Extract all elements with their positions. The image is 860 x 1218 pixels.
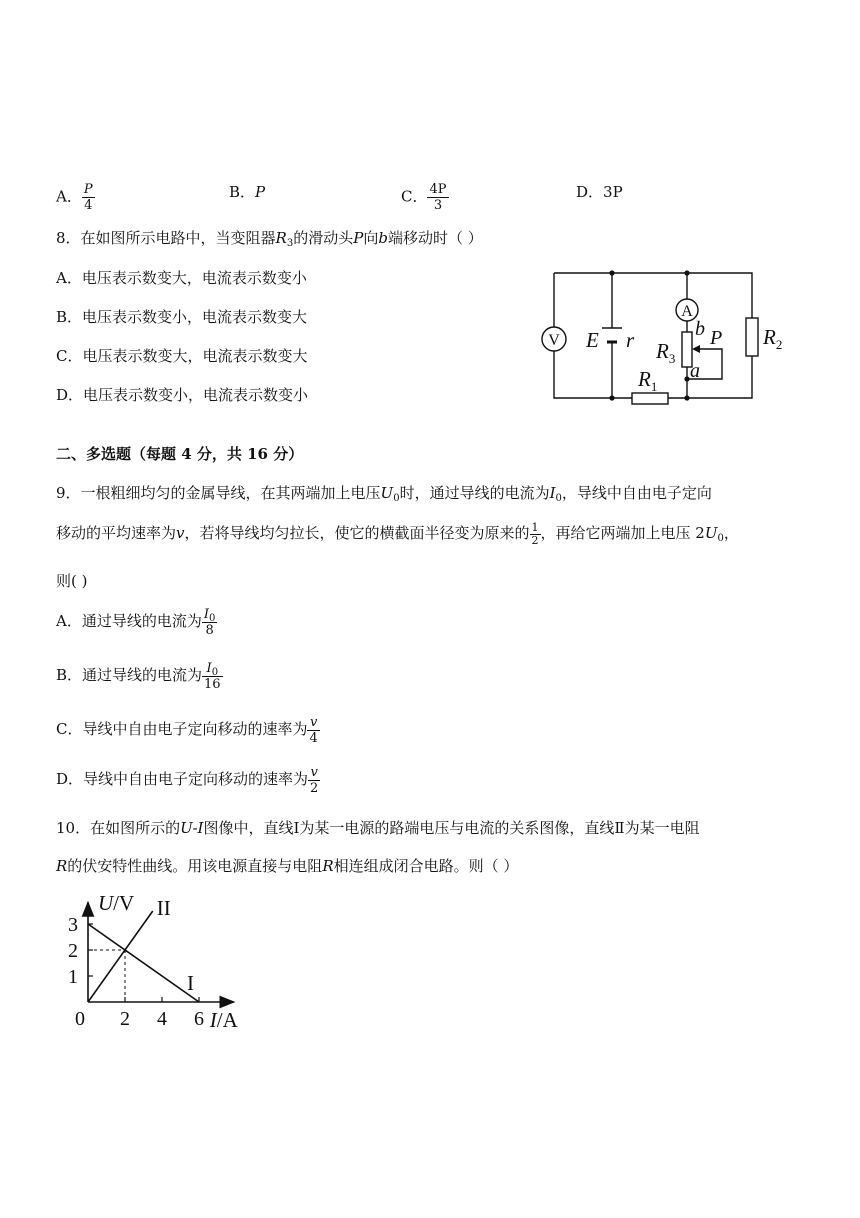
option-text: D．导线中自由电子定向移动的速率为	[56, 770, 309, 788]
numerator: P	[83, 182, 93, 197]
x-tick-label: 2	[120, 1008, 130, 1030]
x-axis-label: I/A	[209, 1008, 238, 1032]
r3-label: $R_3$	[656, 339, 676, 366]
chart-labels	[68, 891, 239, 1032]
junction-dot	[684, 270, 689, 275]
voltmeter-label: V	[548, 332, 560, 349]
option-text: B．通过导线的电流为	[56, 666, 203, 684]
fraction: $\frac{I_0}{16}$	[204, 660, 221, 692]
r1-label: $R_1$	[638, 367, 658, 394]
terminal-a-label: a	[690, 360, 700, 382]
series-line-2	[88, 911, 153, 1002]
option-text: A．通过导线的电流为	[56, 612, 202, 630]
series-line-1	[88, 924, 199, 1002]
y-tick-label: 1	[68, 966, 78, 988]
q8-option-a[interactable]: A．电压表示数变大，电流表示数变小	[56, 269, 307, 287]
q7-option-b[interactable]	[229, 182, 265, 202]
q7-option-c[interactable]	[401, 182, 449, 213]
option-label: A．	[56, 187, 82, 206]
option-text: C．导线中自由电子定向移动的速率为	[56, 720, 308, 738]
q9-stem-line2: 移动的平均速率为v，若将导线均匀拉长，使它的横截面半径变为原来的 $\frac{1}{2}$ ，再给它两端加上电压 $2U_0$，	[56, 520, 739, 547]
option-label: C．	[401, 187, 428, 206]
q8-option-b[interactable]: B．电压表示数变小，电流表示数变大	[56, 308, 308, 326]
q7-option-d[interactable]	[576, 182, 623, 202]
fraction	[427, 182, 448, 213]
fraction: $\frac{I_0}{8}$	[203, 606, 216, 638]
junction-dot	[609, 395, 614, 400]
fraction-half: $\frac{1}{2}$	[531, 520, 539, 547]
x-tick-label: 0	[75, 1008, 85, 1030]
series-lines	[88, 911, 199, 1002]
fraction	[82, 182, 95, 213]
slider-p-label: P	[710, 327, 723, 349]
junction-dot	[609, 270, 614, 275]
y-axis-label: U/V	[98, 891, 135, 915]
emf-label: E	[586, 328, 599, 352]
q8-stem: 8．在如图所示电路中，当变阻器$R_3$的滑动头P向b端移动时（ ）	[56, 229, 483, 249]
q9-option-c[interactable]	[56, 714, 320, 746]
fraction: $\frac{v}{2}$	[310, 764, 319, 796]
q10-stem-line2: R的伏安特性曲线。用该电源直接与电阻R相连组成闭合电路。则（ ）	[56, 857, 519, 875]
r1-resistor	[632, 393, 668, 404]
r2-resistor	[746, 318, 758, 356]
x-tick-label: 6	[194, 1008, 204, 1030]
denominator: 4	[84, 198, 93, 213]
option-label: B．	[229, 183, 256, 201]
numerator: 4P	[429, 182, 447, 197]
q10-stem-line1: 10．在如图所示的U-I图像中，直线Ⅰ为某一电源的路端电压与电流的关系图像，直线Ⅱ为某一电阻	[56, 819, 700, 837]
denominator: 3	[433, 198, 443, 213]
q9-option-d[interactable]	[56, 764, 320, 796]
ui-chart	[58, 890, 278, 1038]
ammeter-label: A	[681, 303, 693, 320]
y-tick-label: 2	[68, 940, 78, 962]
junction-dot	[684, 376, 689, 381]
r2-label: $R_2$	[763, 325, 783, 352]
junction-dot	[684, 395, 689, 400]
q8-option-d[interactable]: D．电压表示数变小，电流表示数变小	[56, 386, 309, 404]
fraction: $\frac{v}{4}$	[309, 714, 318, 746]
q9-option-a[interactable]	[56, 606, 217, 638]
option-value: P	[255, 183, 266, 201]
q9-option-b[interactable]	[56, 660, 223, 692]
q8-option-c[interactable]: C．电压表示数变大，电流表示数变大	[56, 347, 308, 365]
q9-stem-line3: 则( )	[56, 572, 88, 590]
terminal-b-label: b	[695, 318, 705, 340]
internal-resistance-label: r	[626, 328, 635, 352]
q7-option-a[interactable]	[56, 182, 95, 213]
slider-arrow-icon	[692, 345, 700, 353]
option-value: 3P	[603, 183, 623, 201]
series-label-II: II	[156, 896, 171, 920]
series-label-I: I	[187, 971, 194, 995]
circuit-diagram	[530, 262, 800, 412]
y-tick-label: 3	[68, 914, 78, 936]
x-tick-label: 4	[157, 1008, 167, 1030]
section-title: 二、多选题（每题 4 分，共 16 分）	[56, 445, 304, 463]
option-label: D．	[576, 183, 604, 201]
q9-stem-line1: 9．一根粗细均匀的金属导线，在其两端加上电压$U_0$时，通过导线的电流为$I_0$，导线中自由电子定向	[56, 484, 712, 504]
